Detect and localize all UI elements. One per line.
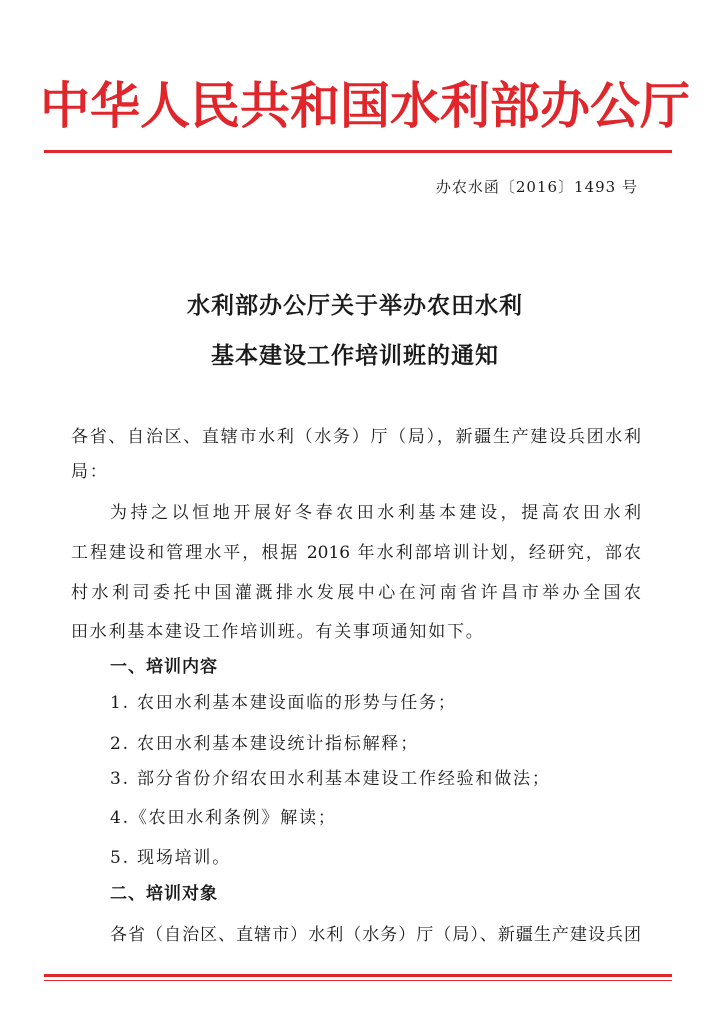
list-item: 3. 部分省份介绍农田水利基本建设工作经验和做法； xyxy=(110,769,551,789)
list-item: 4.《农田水利条例》解读； xyxy=(110,808,337,828)
document-title-line-2: 基本建设工作培训班的通知 xyxy=(211,342,499,369)
section-2-heading: 二、培训对象 xyxy=(110,884,218,904)
salutation-line-1: 各省、自治区、直辖市水利（水务）厅（局），新疆生产建设兵团水利 xyxy=(71,427,641,447)
intro-paragraph-line-4: 田水利基本建设工作培训班。有关事项通知如下。 xyxy=(71,622,485,642)
list-item: 5. 现场培训。 xyxy=(110,848,232,868)
salutation-line-2: 局： xyxy=(71,462,109,482)
section-1-heading: 一、培训内容 xyxy=(110,657,218,677)
intro-paragraph-line-1: 为持之以恒地开展好冬春农田水利基本建设，提高农田水利 xyxy=(110,503,641,523)
document-number: 办农水函〔2016〕1493 号 xyxy=(435,178,638,196)
section-2-line-1: 各省（自治区、直辖市）水利（水务）厅（局）、新疆生产建设兵团 xyxy=(110,925,641,945)
intro-paragraph-line-3: 村水利司委托中国灌溉排水发展中心在河南省许昌市举办全国农 xyxy=(71,583,641,603)
intro-paragraph-line-2: 工程建设和管理水平，根据 2016 年水利部培训计划，经研究，部农 xyxy=(71,543,641,563)
header-red-rule xyxy=(44,150,672,153)
list-item: 2. 农田水利基本建设统计指标解释； xyxy=(110,734,420,754)
footer-red-rule-thin xyxy=(44,980,672,981)
agency-header-title: 中华人民共和国水利部办公厅 xyxy=(40,76,690,135)
list-item: 1. 农田水利基本建设面临的形势与任务； xyxy=(110,693,457,713)
footer-red-rule xyxy=(44,974,672,977)
document-title-line-1: 水利部办公厅关于举办农田水利 xyxy=(187,292,523,319)
